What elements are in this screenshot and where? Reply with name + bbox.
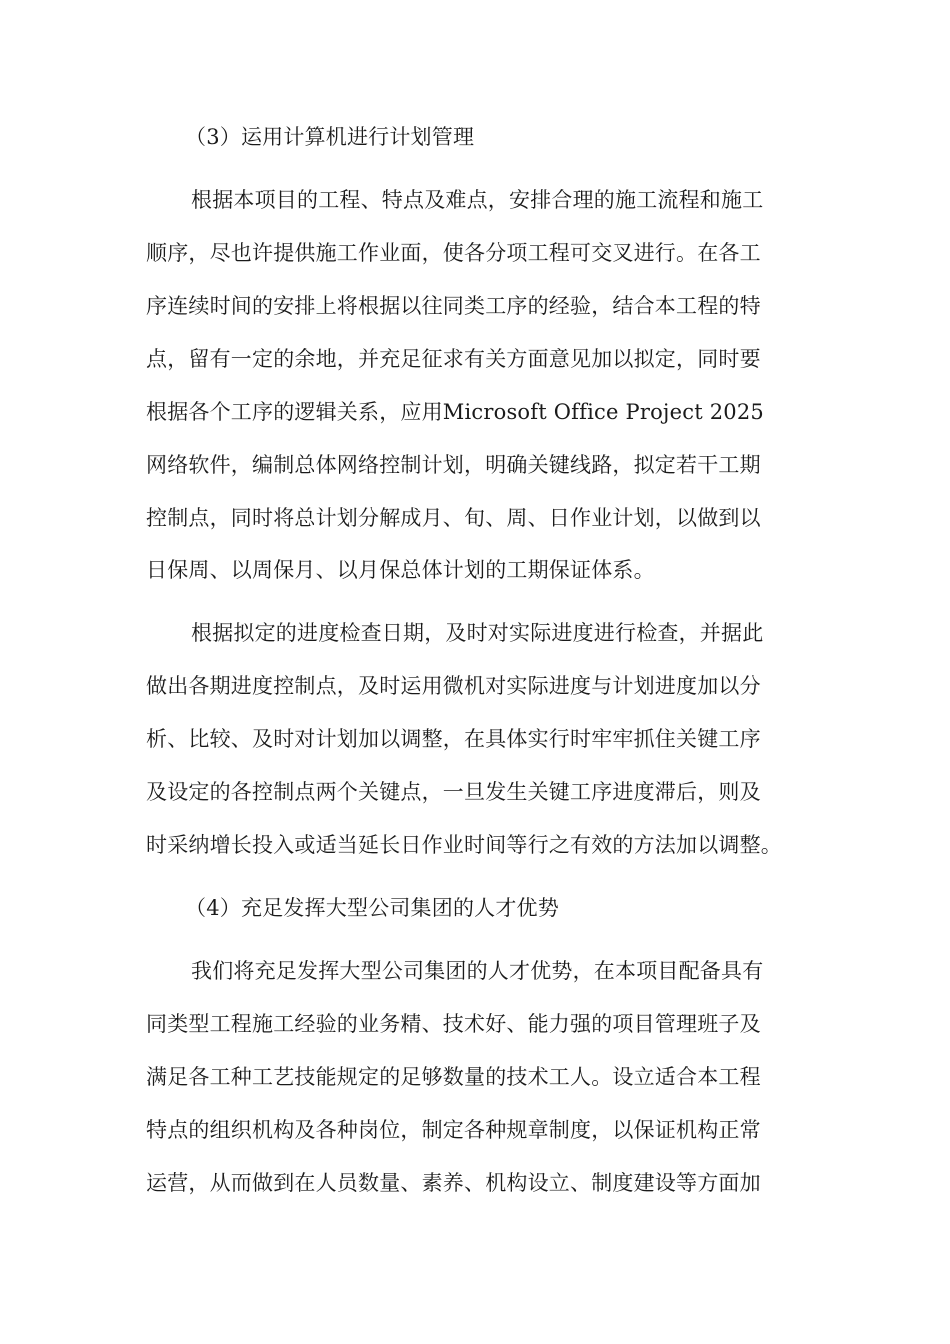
paragraph-line: 根据各个工序的逻辑关系，应用Microsoft Office Project 2025 (146, 400, 764, 424)
paragraph-line: 及设定的各控制点两个关键点，一旦发生关键工序进度滞后，则及 (146, 780, 761, 804)
paragraph-line: 日保周、以周保月、以月保总体计划的工期保证体系。 (146, 558, 655, 582)
paragraph-line: 序连续时间的安排上将根据以往同类工序的经验，结合本工程的特 (146, 294, 761, 318)
paragraph-line: 做出各期进度控制点，及时运用微机对实际进度与计划进度加以分 (146, 674, 761, 698)
paragraph-line: 我们将充足发挥大型公司集团的人才优势，在本项目配备具有 (191, 959, 764, 983)
paragraph-line: 时采纳增长投入或适当延长日作业时间等行之有效的方法加以调整。 (146, 833, 782, 857)
paragraph-line: 点，留有一定的余地，并充足征求有关方面意见加以拟定，同时要 (146, 347, 761, 371)
paragraph-line: 网络软件，编制总体网络控制计划，明确关键线路，拟定若干工期 (146, 453, 761, 477)
paragraph-line: 满足各工种工艺技能规定的足够数量的技术工人。设立适合本工程 (146, 1065, 761, 1089)
paragraph-line: 特点的组织机构及各种岗位，制定各种规章制度，以保证机构正常 (146, 1118, 761, 1142)
section-heading-3: （3）运用计算机进行计划管理 (185, 125, 475, 149)
paragraph-line: 根据本项目的工程、特点及难点，安排合理的施工流程和施工 (191, 188, 764, 212)
paragraph-line: 同类型工程施工经验的业务精、技术好、能力强的项目管理班子及 (146, 1012, 761, 1036)
paragraph-line: 运营，从而做到在人员数量、素养、机构设立、制度建设等方面加 (146, 1171, 761, 1195)
paragraph-line: 顺序，尽也许提供施工作业面，使各分项工程可交叉进行。在各工 (146, 241, 761, 265)
paragraph-line: 根据拟定的进度检查日期，及时对实际进度进行检查，并据此 (191, 621, 764, 645)
paragraph-line: 控制点，同时将总计划分解成月、旬、周、日作业计划，以做到以 (146, 506, 761, 530)
paragraph-line: 析、比较、及时对计划加以调整，在具体实行时牢牢抓住关键工序 (146, 727, 761, 751)
section-heading-4: （4）充足发挥大型公司集团的人才优势 (185, 896, 559, 920)
